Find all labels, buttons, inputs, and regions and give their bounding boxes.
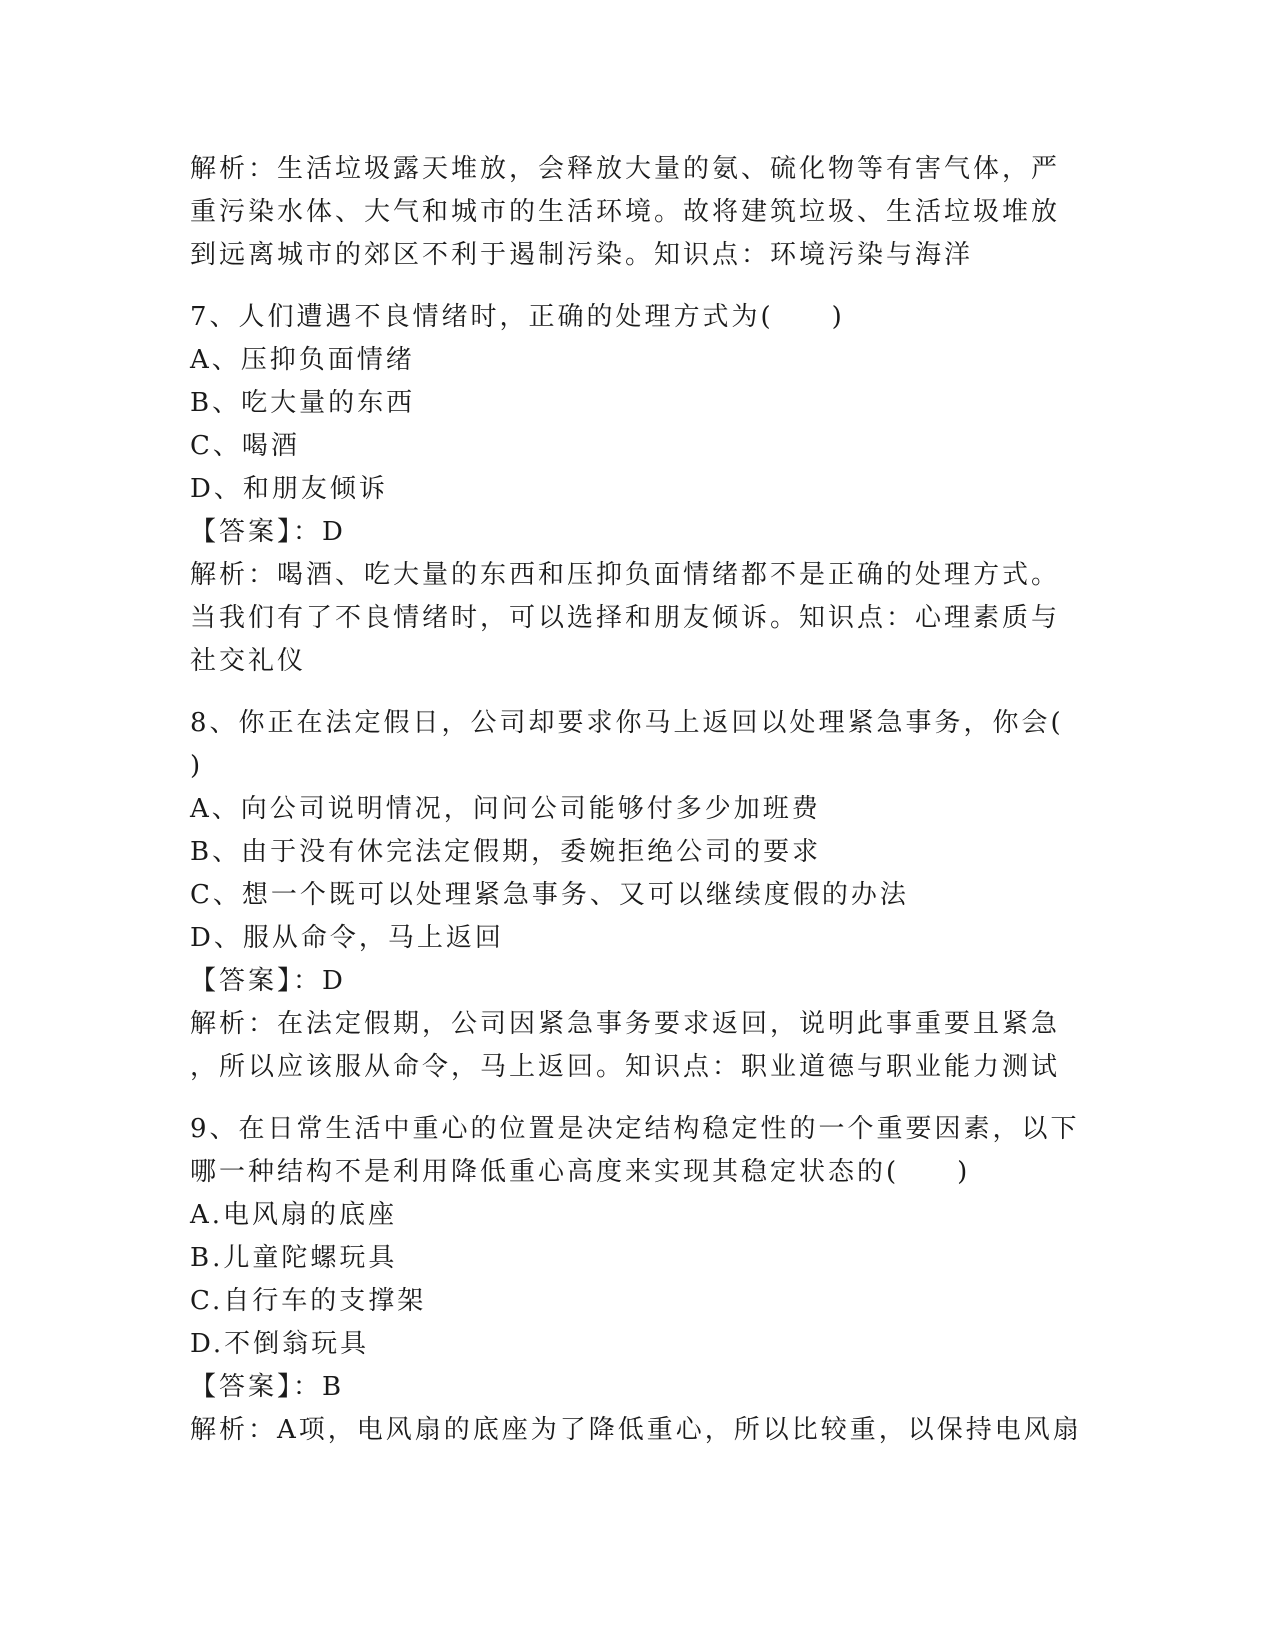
answer-line: 【答案】：D [190, 517, 346, 547]
question-9 [190, 1108, 1080, 1452]
option-d: D、和朋友倾诉 [190, 474, 388, 504]
analysis-line: 重污染水体、大气和城市的生活环境。故将建筑垃圾、生活垃圾堆放 [190, 197, 1061, 227]
option-b: B.儿童陀螺玩具 [190, 1243, 398, 1273]
analysis-line: 解析：生活垃圾露天堆放，会释放大量的氨、硫化物等有害气体，严 [190, 154, 1061, 184]
analysis-line: 解析：在法定假期，公司因紧急事务要求返回，说明此事重要且紧急 [190, 1009, 1061, 1039]
option-d: D.不倒翁玩具 [190, 1329, 370, 1359]
analysis-line: 社交礼仪 [190, 646, 307, 676]
analysis-line: 解析：A项，电风扇的底座为了降低重心，所以比较重，以保持电风扇 [190, 1415, 1082, 1445]
question-8 [190, 702, 1080, 1089]
document-page [190, 148, 1080, 1452]
option-b: B、由于没有休完法定假期，委婉拒绝公司的要求 [190, 837, 822, 867]
question-text: 7、人们遭遇不良情绪时，正确的处理方式为( ) [190, 302, 845, 332]
analysis-line: 解析：喝酒、吃大量的东西和压抑负面情绪都不是正确的处理方式。 [190, 560, 1061, 590]
analysis-line: ，所以应该服从命令，马上返回。知识点：职业道德与职业能力测试 [190, 1052, 1061, 1082]
answer-line: 【答案】：B [190, 1372, 345, 1402]
question-text: 9、在日常生活中重心的位置是决定结构稳定性的一个重要因素，以下 [190, 1114, 1080, 1144]
option-c: C、想一个既可以处理紧急事务、又可以继续度假的办法 [190, 880, 909, 910]
option-a: A、向公司说明情况，问问公司能够付多少加班费 [190, 794, 821, 824]
option-a: A.电风扇的底座 [190, 1200, 398, 1230]
option-d: D、服从命令，马上返回 [190, 923, 504, 953]
question-7 [190, 296, 1080, 683]
question-text: 哪一种结构不是利用降低重心高度来实现其稳定状态的( ) [190, 1157, 971, 1187]
option-b: B、吃大量的东西 [190, 388, 416, 418]
analysis-line: 到远离城市的郊区不利于遏制污染。知识点：环境污染与海洋 [190, 240, 974, 270]
question-text: 8、你正在法定假日，公司却要求你马上返回以处理紧急事务，你会( [190, 708, 1064, 738]
question-text: ) [190, 751, 204, 781]
option-a: A、压抑负面情绪 [190, 345, 415, 375]
intro-analysis [190, 148, 1080, 277]
analysis-line: 当我们有了不良情绪时，可以选择和朋友倾诉。知识点：心理素质与 [190, 603, 1061, 633]
option-c: C.自行车的支撑架 [190, 1286, 427, 1316]
option-c: C、喝酒 [190, 431, 300, 461]
answer-line: 【答案】：D [190, 966, 346, 996]
